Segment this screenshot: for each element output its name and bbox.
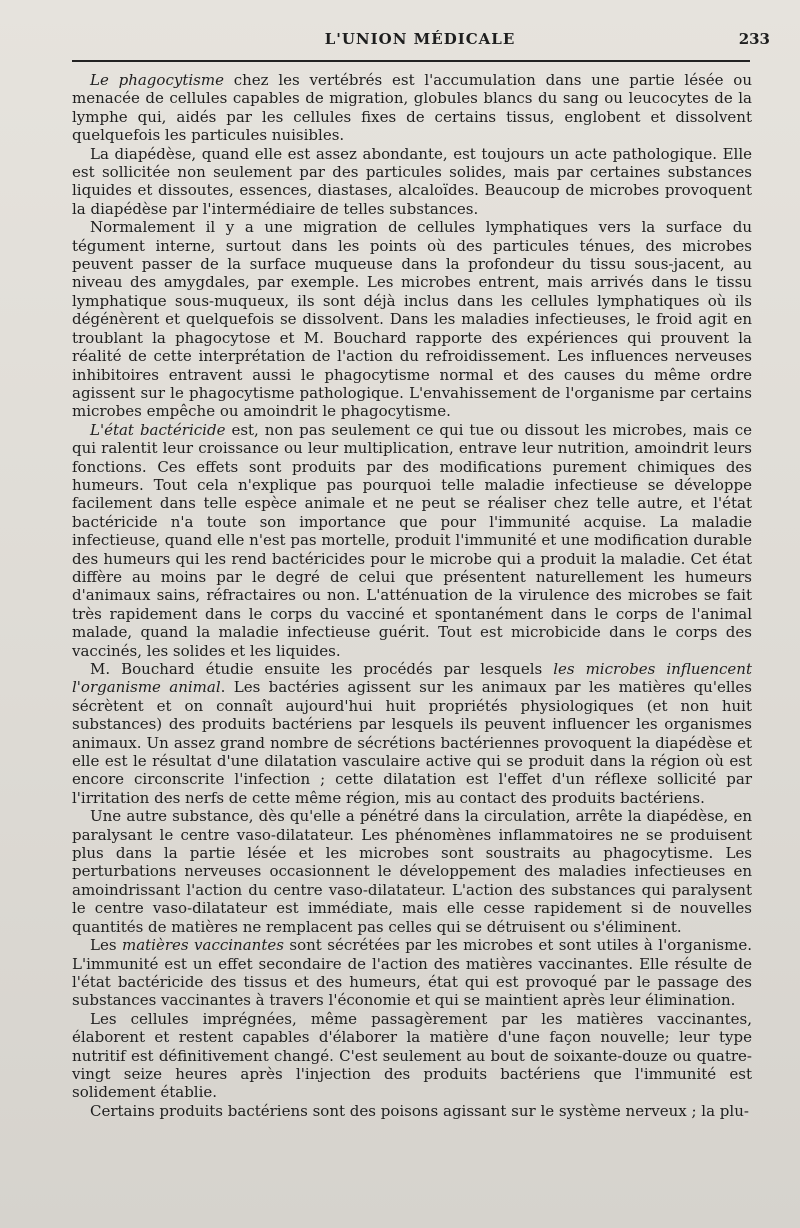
page-header	[70, 30, 770, 54]
paragraph-lead-italic: Le phagocytisme	[90, 71, 224, 89]
header-rule	[72, 60, 750, 62]
page-number: 233	[738, 30, 770, 48]
paragraph-text: est, non pas seulement ce qui tue ou dissout les microbes, mais ce qui ralentit leur croissance ou leur multiplication, entrave leur nutrition, amoindrit leurs fonctions. Ces effets sont produits par des modifications purement chimiques des humeurs. Tout cela n'explique pas pourquoi telle maladie infectieuse se développe facilement dans telle espèce animale et ne peut se réaliser chez telle autre, et l'état bactéricide n'a toute son importance que pour l'immunité acquise. La maladie infectieuse, quand elle n'est pas mortelle, produit l'immunité et une modification durable des humeurs qui les rend bactéricides pour le microbe qui a produit la maladie. Cet état diffère au moins par le degré de celui que présentent naturellement les humeurs d'animaux sains, réfractaires ou non. L'atténuation de la virulence des microbes se fait très rapidement dans le corps du vacciné et spontanément dans le corps de l'animal malade, quand la maladie infectieuse guérit. Tout est microbicide dans le corps des vaccinés, les solides et les liquides.	[72, 420, 752, 660]
paragraph-lead-italic: matières vaccinantes	[121, 936, 284, 955]
paragraph	[72, 936, 752, 1010]
paragraph-pre: M. Bouchard étudie ensuite les procédés par lesquels	[90, 660, 554, 678]
paragraph	[72, 145, 752, 219]
paragraph	[72, 1010, 752, 1102]
paragraph	[72, 71, 752, 145]
paragraph	[72, 218, 752, 420]
paragraph-text: Certains produits bactériens sont des poisons agissant sur le système nerveux ; la plu-	[90, 1101, 749, 1120]
paragraph-text: chez les vertébrés est l'accumulation dans une partie lésée ou menacée de cellules capables de migration, globules blancs du sang ou leucocytes de la lymphe qui, aidés par les cellules fixes de certains tissus, englobent et dissolvent quelquefois les particules nuisibles.	[72, 71, 752, 145]
paragraph	[72, 421, 752, 660]
running-title: L'UNION MÉDICALE	[324, 30, 516, 48]
paragraph-pre: Les	[90, 936, 122, 955]
body-text	[72, 71, 752, 1120]
paragraph-text: Les cellules imprégnées, même passagèrement par les matières vaccinantes, élaborent et restent capables d'élaborer la matière d'une façon nouvelle; leur type nutritif est définitivement changé. C'est seulement au bout de soixante-douze ou quatre-vingt seize heures après l'injection des produits bactériens que l'immunité est solidement établie.	[72, 1009, 752, 1102]
paragraph	[72, 1102, 752, 1120]
paragraph-lead-italic: L'état bactéricide	[90, 420, 226, 439]
paragraph-lead-italic: les microbes influencent l'organisme animal	[72, 660, 752, 697]
paragraph-text: . Les bactéries agissent sur les animaux par les matières qu'elles sécrètent et on connaît aujourd'hui huit propriétés physiologiques (et non huit substances) des produits bactériens par lesquels ils peuvent influencer les organismes animaux. Un assez grand nombre de sécrétions bactériennes provoquent la diapédèse et elle est le résultat d'une dilatation vasculaire active qui se produit dans la région où est encore circonscrite l'infection ; cette dilatation est l'effet d'un réflexe sollicité par l'irritation des nerfs de cette même région, mis au contact des produits bactériens.	[72, 678, 752, 807]
paragraph	[72, 807, 752, 936]
paragraph-text: Normalement il y a une migration de cellules lymphatiques vers la surface du tégument interne, surtout dans les points où des particules ténues, des microbes peuvent passer de la surface muqueuse dans la profondeur du tissu sous-jacent, au niveau des amygdales, par exemple. Les microbes entrent, mais arrivés dans le tissu lymphatique sous-muqueux, ils sont déjà inclus dans les cellules lymphatiques où ils dégénèrent et quelquefois se dissolvent. Dans les maladies infectieuses, le froid agit en troublant la phagocytose et M. Bouchard rapporte des expériences qui prouvent la réalité de cette interprétation de l'action du refroidissement. Les influences nerveuses inhibitoires entravent aussi le phagocytisme normal et des causes du même ordre agissent sur le phagocytisme pathologique. L'envahissement de l'organisme par certains microbes empêche ou amoindrit le phagocytisme.	[72, 218, 752, 421]
paragraph-text: La diapédèse, quand elle est assez abondante, est toujours un acte pathologique. Elle est sollicitée non seulement par des particules solides, mais par certaines substances liquides et dissoutes, essences, diastases, alcaloïdes. Beaucoup de microbes provoquent la diapédèse par l'intermédiaire de telles substances.	[72, 144, 752, 218]
paragraph	[72, 660, 752, 807]
paragraph-text: sont sécrétées par les microbes et sont utiles à l'organisme. L'immunité est un effet secondaire de l'action des matières vaccinantes. Elle résulte de l'état bactéricide des tissus et des humeurs, état qui est provoqué par le passage des substances vaccinantes à travers l'économie et qui se maintient après leur élimination.	[72, 936, 752, 1010]
paragraph-text: Une autre substance, dès qu'elle a pénétré dans la circulation, arrête la diapédèse, en paralysant le centre vaso-dilatateur. Les phénomènes inflammatoires ne se produisent plus dans la partie lésée et les microbes sont soustraits au phagocytisme. Les perturbations nerveuses occasionnent le développement des maladies infectieuses en amoindrissant l'action du centre vaso-dilatateur. L'action des substances qui paralysent le centre vaso-dilatateur est immédiate, mais elle cesse rapidement si de nouvelles quantités de matières ne remplacent pas celles qui se détruisent ou s'éliminent.	[72, 807, 752, 936]
